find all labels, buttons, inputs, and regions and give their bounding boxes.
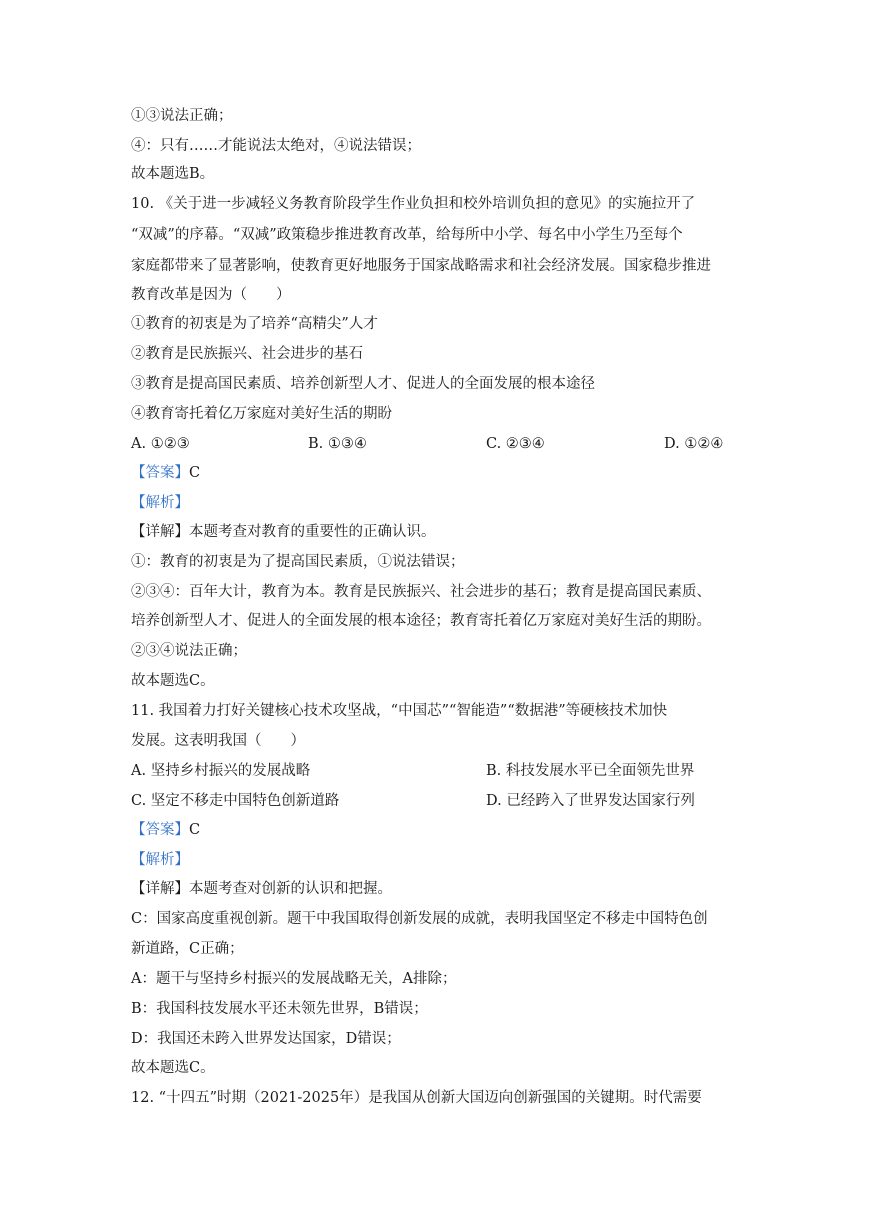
q10-statement: ②教育是民族振兴、社会进步的基石 (131, 346, 363, 362)
q11-detail-line: C：国家高度重视创新。题干中我国取得创新发展的成就，表明我国坚定不移走中国特色创 (131, 911, 708, 927)
q10-statement: ①教育的初衷是为了培养“高精尖”人才 (131, 316, 378, 332)
q10-detail-line: ①：教育的初衷是为了提高国民素质，①说法错误； (131, 554, 465, 570)
prev-analysis-line: ④：只有……才能说法太绝对，④说法错误； (131, 138, 421, 154)
q10-answer (131, 463, 200, 483)
answer-tag: 【答案】 (131, 465, 189, 481)
q10-option-d: D. ①②④ (664, 436, 724, 452)
q10-option-a: A. ①②③ (131, 436, 190, 452)
q11-analysis-tag: 【解析】 (131, 852, 189, 868)
q10-option-b: B. ①③④ (308, 436, 367, 452)
q10-stem-line: 教育改革是因为（ ） (131, 287, 291, 303)
q11-option-c: C. 坚定不移走中国特色创新道路 (131, 793, 340, 809)
q11-detail-line: 新道路，C正确； (131, 941, 244, 957)
q11-conclusion: 故本题选C。 (131, 1060, 215, 1076)
prev-analysis-line: ①③说法正确； (131, 108, 233, 124)
answer-tag: 【答案】 (131, 822, 189, 838)
q11-stem-line: 发展。这表明我国（ ） (131, 733, 305, 749)
answer-value: C (189, 465, 201, 481)
q11-detail-line: A：题干与坚持乡村振兴的发展战略无关，A排除； (131, 971, 457, 987)
answer-value: C (189, 822, 201, 838)
q11-option-d: D. 已经跨入了世界发达国家行列 (486, 793, 695, 809)
detail-text: 本题考查对创新的认识和把握。 (189, 881, 392, 897)
detail-tag: 【详解】 (131, 881, 189, 897)
q10-detail (131, 522, 436, 542)
q10-detail-line: ②③④：百年大计，教育为本。教育是民族振兴、社会进步的基石；教育是提高国民素质、 (131, 584, 711, 600)
q10-statement: ④教育寄托着亿万家庭对美好生活的期盼 (131, 406, 392, 422)
prev-conclusion-line: 故本题选B。 (131, 166, 215, 182)
q10-option-c: C. ②③④ (486, 436, 545, 452)
q11-answer (131, 820, 200, 840)
q10-detail-line: ②③④说法正确； (131, 643, 247, 659)
q10-statement: ③教育是提高国民素质、培养创新型人才、促进人的全面发展的根本途径 (131, 376, 595, 392)
q12-stem-line: 12. “十四五”时期（2021-2025年）是我国从创新大国迈向创新强国的关键期。时代需要 (131, 1090, 702, 1106)
q11-stem-line: 11. 我国着力打好关键核心技术攻坚战，“中国芯”“智能造”“数据港”等硬核技术加快 (131, 703, 668, 719)
q11-detail-line: B：我国科技发展水平还未领先世界，B错误； (131, 1001, 428, 1017)
q10-stem-line: “双减”的序幕。“双减”政策稳步推进教育改革，给每所中小学、每名中小学生乃至每个 (131, 227, 683, 243)
q11-option-b: B. 科技发展水平已全面领先世界 (486, 763, 695, 779)
q10-analysis-tag: 【解析】 (131, 495, 189, 511)
q10-detail-line: 培养创新型人才、促进人的全面发展的根本途径；教育寄托着亿万家庭对美好生活的期盼。 (131, 613, 711, 629)
q11-detail (131, 879, 392, 899)
detail-text: 本题考查对教育的重要性的正确认识。 (189, 524, 436, 540)
q10-stem-line: 家庭都带来了显著影响，使教育更好地服务于国家战略需求和社会经济发展。国家稳步推进 (131, 258, 711, 274)
q10-stem-line: 10. 《关于进一步减轻义务教育阶段学生作业负担和校外培训负担的意见》的实施拉开了 (131, 196, 696, 212)
q11-option-a: A. 坚持乡村振兴的发展战略 (131, 763, 311, 779)
q11-detail-line: D：我国还未跨入世界发达国家，D错误； (131, 1031, 401, 1047)
q10-conclusion: 故本题选C。 (131, 673, 215, 689)
detail-tag: 【详解】 (131, 524, 189, 540)
